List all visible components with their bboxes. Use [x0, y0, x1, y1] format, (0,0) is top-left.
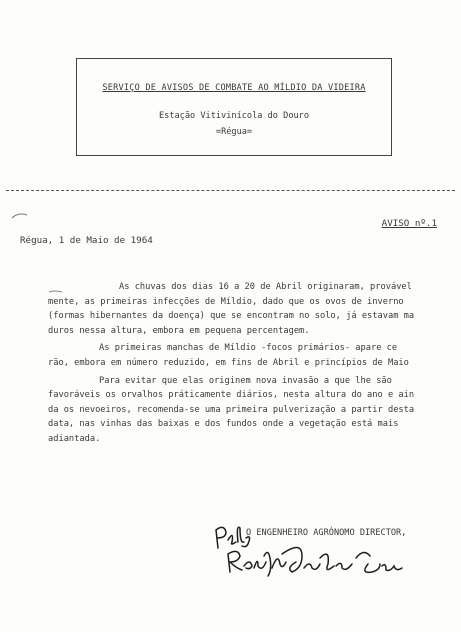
notice-date: Régua, 1 de Maio de 1964: [20, 235, 153, 246]
text-line: Para evitar que elas originem nova invasão a que lhe são: [99, 375, 392, 386]
text-line: (formas hibernantes da doença) que se encontram no solo, já estavam ma: [48, 311, 415, 322]
station-name: Estação Vitivinícola do Douro: [158, 111, 310, 121]
service-title: SERVIÇO DE AVISOS DE COMBATE AO MÍLDIO DA VIDEIRA: [102, 83, 366, 93]
text-line: favoráveis os orvalhos práticamente diários, nesta altura do ano e ain: [48, 390, 415, 401]
notice-body: [48, 280, 438, 450]
text-line: da os nevoeiros, recomenda-se uma primeira pulverização a partir desta: [48, 404, 415, 415]
paragraph: [48, 280, 438, 338]
text-line: adiantada.: [48, 433, 101, 444]
text-line: mente, as primeiras infecções de Míldio, dado que os ovos de inverno: [48, 296, 404, 307]
text-line: As chuvas dos dias 16 a 20 de Abril originaram, provável: [119, 282, 412, 292]
signature-title: O ENGENHEIRO AGRÓNOMO DIRECTOR,: [246, 528, 407, 538]
page-divider: [6, 190, 455, 191]
header-box: [76, 58, 392, 156]
notice-number: AVISO nº.1: [381, 218, 437, 229]
station-place: =Régua=: [215, 127, 253, 137]
text-line: As primeiras manchas de Míldio -focos primários- apare ce: [99, 343, 398, 354]
stray-mark-icon: [10, 210, 30, 222]
paragraph: [48, 374, 438, 447]
text-line: rão, embora em número reduzido, em fins de Abril e princípios de Maio: [48, 357, 409, 368]
handwritten-signature-icon: [206, 518, 412, 578]
text-line: data, nas vinhas das baixas e dos fundos onde a vegetação está mais: [48, 419, 399, 430]
paragraph: [48, 341, 438, 370]
text-line: duros nessa altura, embora em pequena percentagem.: [48, 325, 310, 336]
